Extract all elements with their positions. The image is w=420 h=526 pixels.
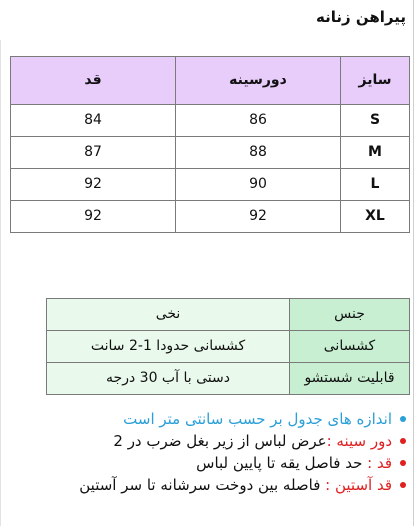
size-table (10, 56, 410, 233)
length-cell: 84 (11, 105, 176, 137)
table-row (47, 331, 410, 363)
list-item (6, 452, 406, 474)
length-cell: 92 (11, 169, 176, 201)
bust-cell: 88 (176, 137, 341, 169)
table-row (11, 105, 410, 137)
length-note-text: حد فاصل یقه تا پایین لباس (196, 454, 368, 472)
page-edge-divider (0, 40, 1, 526)
size-cell: S (341, 105, 410, 137)
size-cell: L (341, 169, 410, 201)
fabric-table (46, 298, 410, 395)
bullet-icon (400, 482, 406, 488)
bullet-icon (400, 460, 406, 466)
stretch-value: کشسانی حدودا 1-2 سانت (47, 331, 290, 363)
page-title: پیراهن زنانه (316, 8, 406, 26)
bust-note-label: دور سینه : (326, 432, 392, 450)
sleeve-note-label: قد آستین : (325, 476, 392, 494)
notes-list (6, 408, 406, 496)
list-item (6, 474, 406, 496)
length-note-label: قد : (367, 454, 392, 472)
material-value: نخی (47, 299, 290, 331)
material-label: جنس (290, 299, 410, 331)
table-row (11, 137, 410, 169)
bust-note-text: عرض لباس از زیر بغل ضرب در 2 (113, 432, 327, 450)
list-item (6, 430, 406, 452)
bust-cell: 86 (176, 105, 341, 137)
table-row (47, 299, 410, 331)
bust-cell: 92 (176, 201, 341, 233)
washability-label: قابلیت شستشو (290, 363, 410, 395)
size-cell: XL (341, 201, 410, 233)
bust-cell: 90 (176, 169, 341, 201)
size-cell: M (341, 137, 410, 169)
units-note: اندازه های جدول بر حسب سانتی متر است (123, 410, 392, 428)
table-row (11, 169, 410, 201)
bullet-icon (400, 416, 406, 422)
stretch-label: کشسانی (290, 331, 410, 363)
bust-column-header: دورسینه (176, 57, 341, 105)
sleeve-note-text: فاصله بین دوخت سرشانه تا سر آستین (79, 476, 326, 494)
length-cell: 87 (11, 137, 176, 169)
size-table-header-row (11, 57, 410, 105)
page-edge-divider (413, 0, 414, 526)
length-cell: 92 (11, 201, 176, 233)
table-row (47, 363, 410, 395)
table-row (11, 201, 410, 233)
list-item (6, 408, 406, 430)
bullet-icon (400, 438, 406, 444)
length-column-header: قد (11, 57, 176, 105)
size-column-header: سایز (341, 57, 410, 105)
washability-value: دستی با آب 30 درجه (47, 363, 290, 395)
